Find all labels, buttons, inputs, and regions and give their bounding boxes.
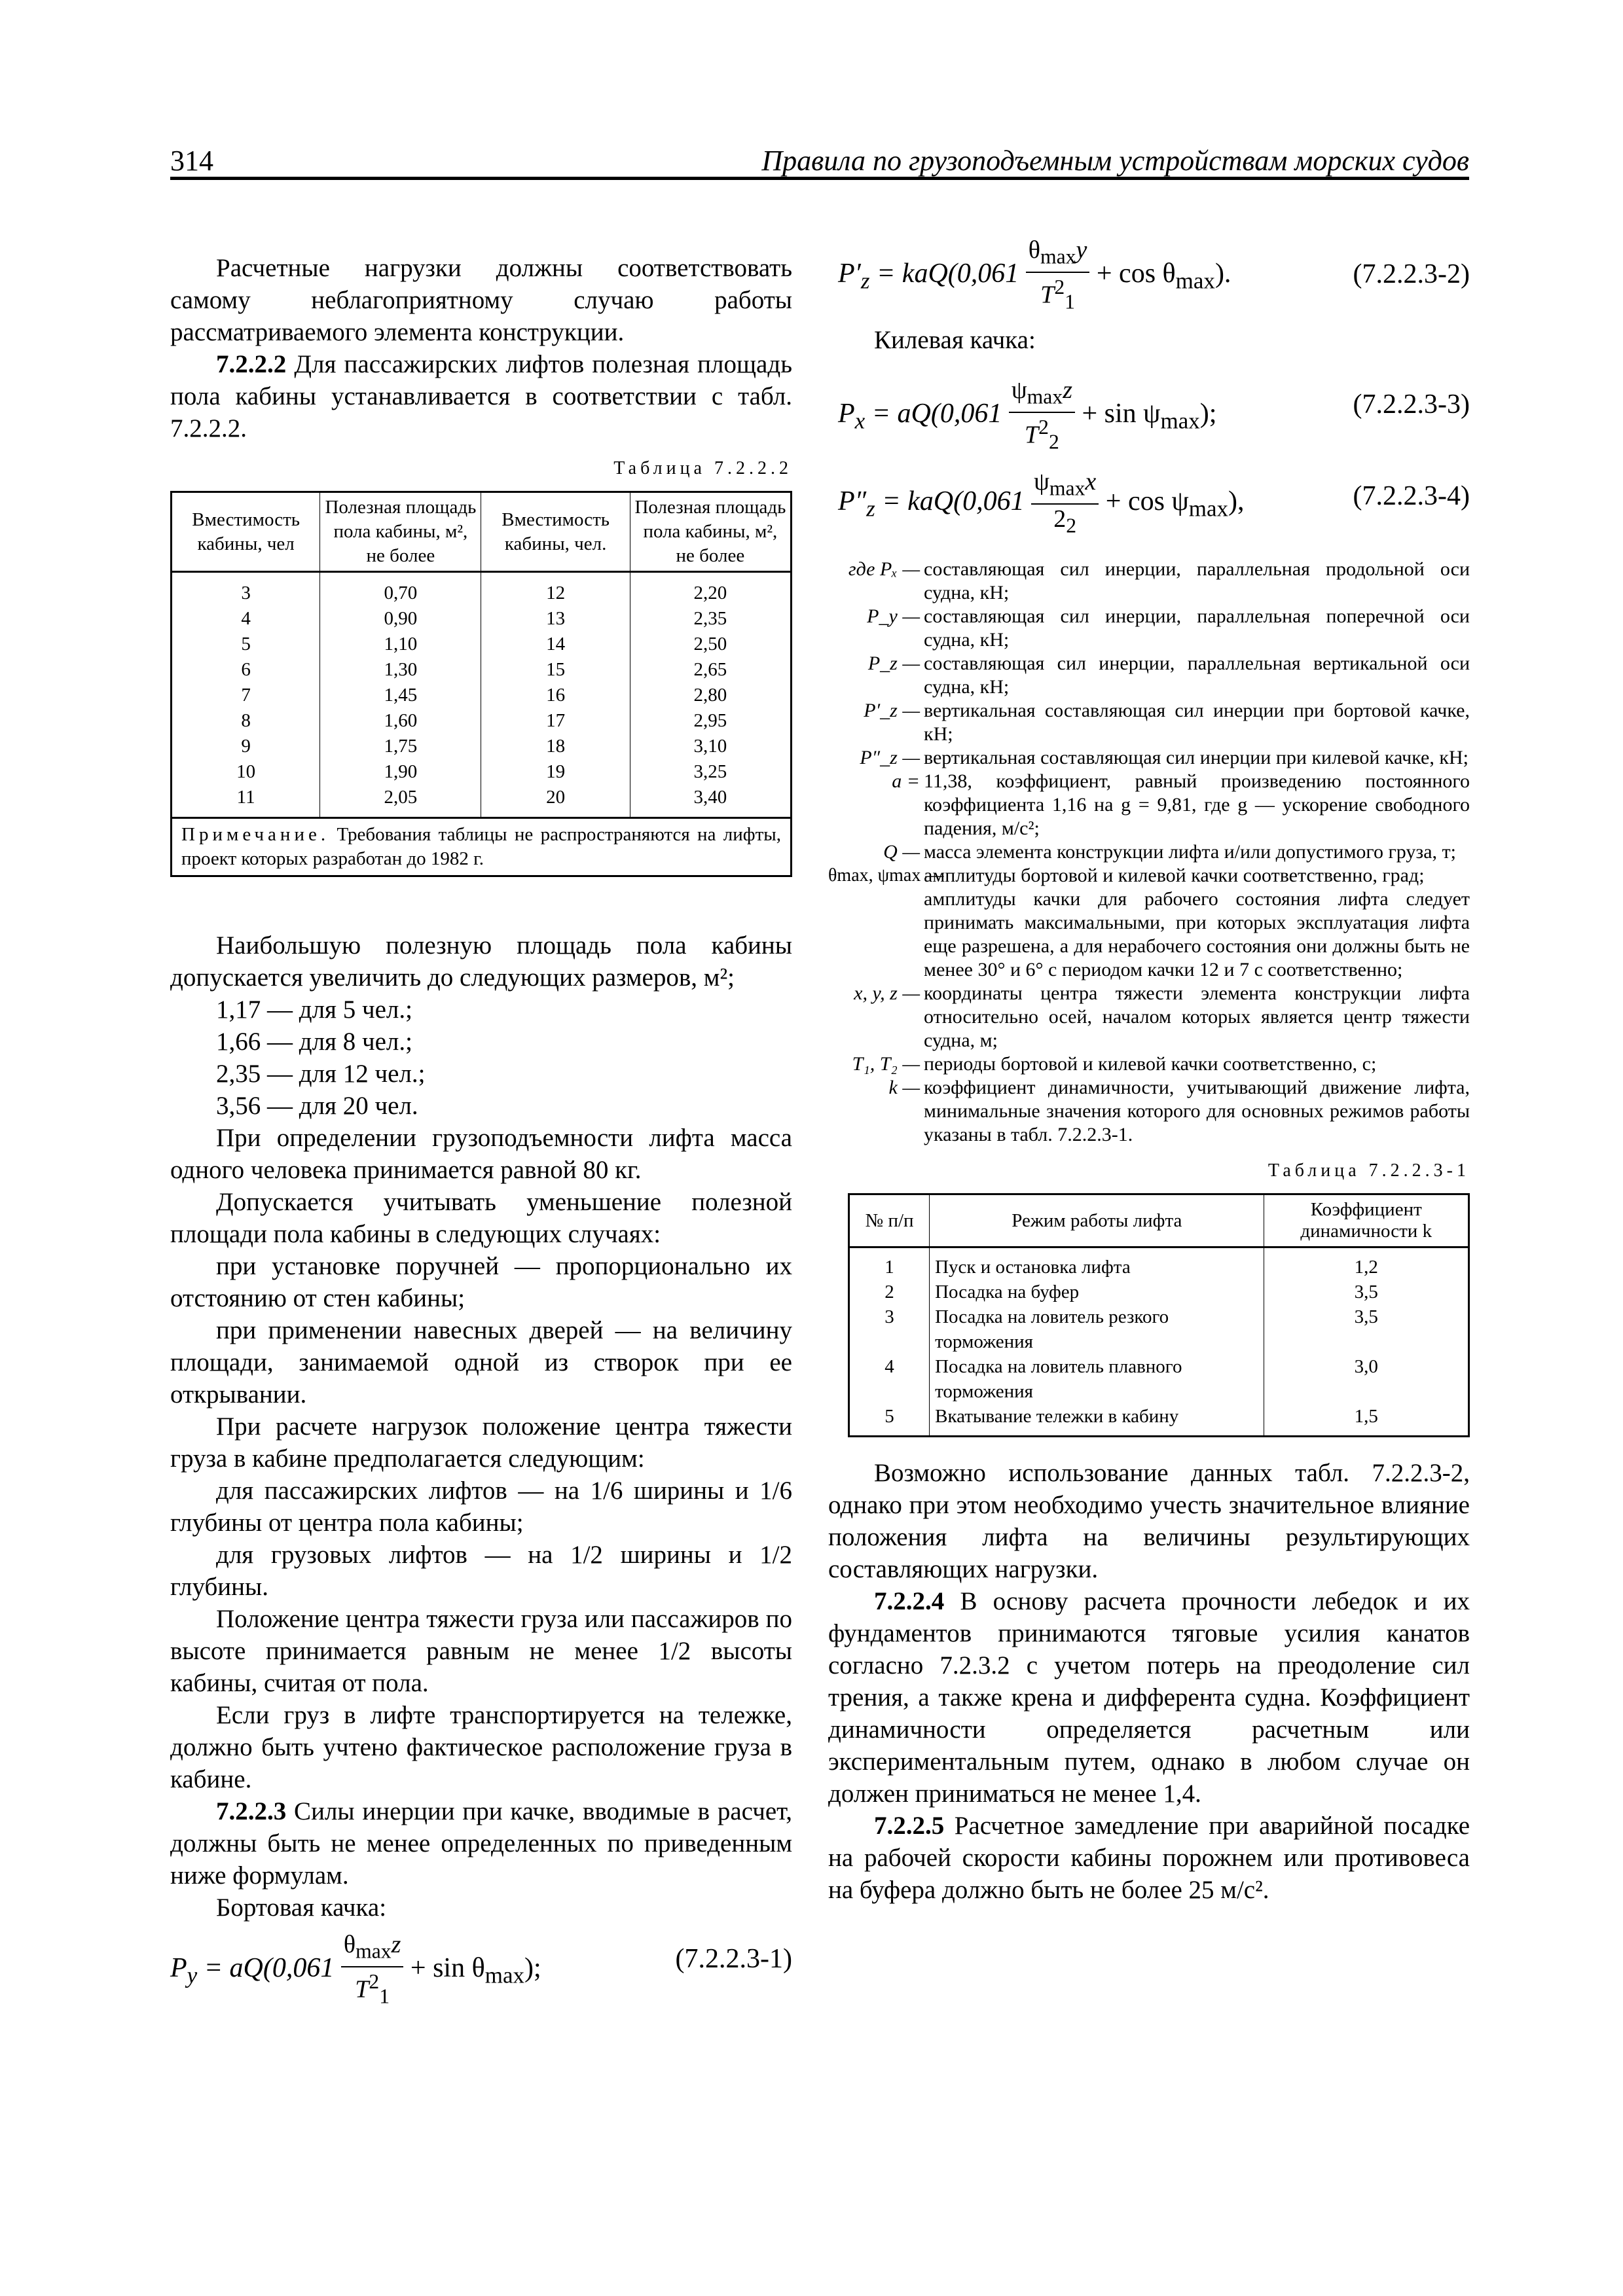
table-cell: 4	[849, 1354, 930, 1404]
den-sub: 2	[1066, 514, 1077, 537]
paragraph-text: Расчетное замедление при аварийной посадке на рабочей скорости кабины порожнем или противовеса на буфера должно быть не более 25 м/с².	[828, 1812, 1470, 1904]
table-row	[172, 606, 792, 632]
fraction-denominator	[1026, 273, 1090, 316]
table-cell: 3	[849, 1304, 930, 1354]
definition-item	[828, 1052, 1470, 1076]
definition-symbol: где Pₓ —	[848, 558, 920, 580]
formula-end: );	[524, 1953, 541, 1984]
table-row	[849, 1354, 1469, 1404]
table-cell: 1,90	[320, 759, 481, 785]
formula-7-2-2-3-1	[170, 1930, 792, 2009]
paragraph: при применении навесных дверей — на величину площади, занимаемой одной из створок при ее открывании.	[170, 1316, 792, 1408]
table-cell: 3,40	[630, 785, 791, 818]
table-cell: 1,30	[320, 657, 481, 683]
formula-pre: = kaQ(0,061	[869, 259, 1019, 289]
table-cell: 8	[172, 708, 320, 734]
formula-7-2-2-3-2	[838, 236, 1470, 331]
page-number: 314	[170, 145, 213, 177]
section-number: 7.2.2.3	[216, 1797, 287, 1825]
paragraph: Килевая качка:	[874, 326, 1036, 354]
paragraph-text: Силы инерции при качке, вводимые в расчет, должны быть не менее определенных по приведенным ниже формулам.	[170, 1797, 792, 1890]
paragraph: Допускается учитывать уменьшение полезной площади пола кабины в следующих случаях:	[170, 1188, 792, 1248]
table-cell: 2,20	[630, 572, 791, 607]
definition-item	[828, 864, 1470, 888]
table-row	[172, 632, 792, 657]
fraction-numerator	[1009, 376, 1075, 413]
num-var: x	[1085, 468, 1097, 495]
definition-item	[828, 770, 1470, 840]
definition-item	[828, 652, 1470, 699]
table-cell: 2,80	[630, 683, 791, 708]
table-cell: 2,50	[630, 632, 791, 657]
num-var: z	[391, 1931, 401, 1958]
formula-post: + cos θ	[1096, 259, 1176, 289]
paragraph: для грузовых лифтов — на 1/2 ширины и 1/2 глубины.	[170, 1541, 792, 1601]
table-row	[849, 1247, 1469, 1280]
table-cell: 3,5	[1264, 1304, 1469, 1354]
area-list	[170, 994, 792, 1122]
table-cell: 2,65	[630, 657, 791, 683]
fraction-numerator	[1026, 236, 1090, 273]
note-text: Требования таблицы не распространяются на лифты, проект которых разработан до 1982 г.	[181, 824, 781, 869]
table-row	[172, 734, 792, 759]
formula-end: ),	[1228, 486, 1245, 517]
paragraph: для пассажирских лифтов — на 1/6 ширины и 1/6 глубины от центра пола кабины;	[170, 1477, 792, 1537]
table-cell: 5	[172, 632, 320, 657]
column-header: Полезная площадь пола кабины, м², не более	[630, 492, 791, 572]
formula-post: + sin θ	[410, 1953, 485, 1984]
formula-pre: = kaQ(0,061	[875, 486, 1025, 517]
paragraph: Если груз в лифте транспортируется на тележке, должно быть учтено фактическое расположение груза в кабине.	[170, 1701, 792, 1793]
page-header	[170, 144, 1469, 180]
column-header: № п/п	[849, 1194, 930, 1247]
table-7-2-2-3-1	[848, 1193, 1470, 1437]
definition-symbol: P_z —	[867, 653, 920, 674]
formula-lhs: P′	[838, 259, 861, 289]
definition-symbol: a =	[892, 770, 920, 792]
table-cell: 4	[172, 606, 320, 632]
definition-item	[828, 1076, 1470, 1147]
table-cell: 2,05	[320, 785, 481, 818]
den-sup: 2	[1038, 415, 1049, 439]
den-sub: 1	[1065, 289, 1075, 313]
num-sub: max	[1049, 476, 1085, 500]
paragraph-7-2-2-4	[828, 1585, 1470, 1810]
fraction-denominator	[1009, 413, 1075, 456]
paragraph: При расчете нагрузок положение центра тяжести груза в кабине предполагается следующим:	[170, 1412, 792, 1473]
table-cell: 0,70	[320, 572, 481, 607]
num-sym: θ	[343, 1931, 356, 1958]
table-cell: 2	[849, 1280, 930, 1304]
list-item: 1,17 — для 5 чел.;	[216, 996, 412, 1024]
formula-body	[170, 1930, 541, 2011]
den-sym: T	[355, 1975, 369, 2003]
definition-text: амплитуды качки для рабочего состояния лифта следует принимать максимальными, при которых эксплуатация лифта еще разрешена, а для нерабочего состояния они должны быть не менее 30° и 6° с периодом качки 12 и 7 с соответственно;	[924, 888, 1470, 980]
paragraph-text: В основу расчета прочности лебедок и их фундаментов принимаются тяговые усилия канатов согласно 7.2.3.2 с учетом потерь на преодоление сил трения, а также крена и дифферента судна. Коэффициент динамичности определяется расчетным или экспериментальным путем, однако в любом случае он должен приниматься не менее 1,4.	[828, 1587, 1470, 1808]
formula-post-sub: max	[1160, 408, 1200, 434]
definition-symbol: θmax, ψmax —	[828, 865, 944, 886]
definition-text: составляющая сил инерции, параллельная поперечной оси судна, кН;	[924, 605, 1470, 651]
table-cell: 1,45	[320, 683, 481, 708]
definition-symbol: P′_z —	[864, 700, 920, 721]
left-column	[170, 252, 792, 2009]
table-cell: 11	[172, 785, 320, 818]
table-cell: 5	[849, 1404, 930, 1437]
table-row	[849, 1280, 1469, 1304]
table-cell: 2,35	[630, 606, 791, 632]
list-item: 3,56 — для 20 чел.	[216, 1092, 418, 1120]
table-cell: 7	[172, 683, 320, 708]
den-sub: 2	[1049, 429, 1059, 453]
table-cell: 1,75	[320, 734, 481, 759]
formula-number: (7.2.2.3-4)	[1353, 481, 1470, 511]
table-cell: 18	[481, 734, 630, 759]
num-sym: ψ	[1011, 376, 1027, 404]
paragraph: Положение центра тяжести груза или пассажиров по высоте принимается равным не менее 1/2 высоты кабины, считая от пола.	[170, 1605, 792, 1697]
definition-item	[828, 840, 1470, 864]
definition-symbol: T₁, T₂ —	[852, 1053, 920, 1075]
formula-lhs-sub: z	[860, 268, 870, 294]
section-number: 7.2.2.5	[874, 1812, 945, 1840]
definition-text: составляющая сил инерции, параллельная вертикальной оси судна, кН;	[924, 653, 1470, 698]
formula-post-sub: max	[1175, 268, 1215, 294]
den-sym: T	[1025, 421, 1039, 449]
table-cell: Посадка на ловитель резкого торможения	[930, 1304, 1264, 1354]
formula-lhs-sub: z	[866, 495, 875, 522]
formula-lhs: P	[170, 1953, 187, 1984]
table-cell: 3,25	[630, 759, 791, 785]
num-sub: max	[1027, 385, 1063, 408]
table-row	[172, 785, 792, 818]
table-cell: 1,2	[1264, 1247, 1469, 1280]
table-cell: 0,90	[320, 606, 481, 632]
num-sym: ψ	[1034, 468, 1049, 495]
list-item: 1,66 — для 8 чел.;	[216, 1028, 412, 1056]
definition-text: масса элемента конструкции лифта и/или допустимого груза, т;	[924, 841, 1457, 863]
definition-symbol: x, y, z —	[854, 982, 920, 1004]
definition-item	[828, 888, 1470, 982]
definition-text: периоды бортовой и килевой качки соответственно, с;	[924, 1053, 1377, 1075]
paragraph: Бортовая качка:	[216, 1893, 387, 1922]
table-cell: 1,60	[320, 708, 481, 734]
fraction-numerator	[1031, 467, 1099, 505]
definition-item	[828, 746, 1470, 770]
paragraph: Наибольшую полезную площадь пола кабины допускается увеличить до следующих размеров, м²;	[170, 931, 792, 992]
formula-7-2-2-3-4	[838, 467, 1470, 546]
paragraph: при установке поручней — пропорционально их отстоянию от стен кабины;	[170, 1252, 792, 1312]
note-label: Примечание.	[181, 824, 330, 845]
table-row	[172, 683, 792, 708]
formula-lhs-sub: x	[854, 408, 866, 434]
formula-end: );	[1199, 399, 1217, 429]
formula-fraction	[1031, 467, 1099, 540]
table-row	[849, 1404, 1469, 1437]
table-note	[172, 818, 792, 876]
table-row	[172, 708, 792, 734]
den-sym: 2	[1053, 505, 1067, 533]
definition-text: составляющая сил инерции, параллельная продольной оси судна, кН;	[924, 558, 1470, 603]
definition-text: 11,38, коэффициент, равный произведению постоянного коэффициента 1,16 на g = 9,81, где g — ускорение свободного падения, м/с²;	[924, 770, 1470, 839]
column-header: Коэффициент динамичности k	[1264, 1194, 1469, 1247]
column-header: Режим работы лифта	[930, 1194, 1264, 1247]
den-sup: 2	[1054, 275, 1065, 298]
definition-symbol: P″_z —	[860, 747, 920, 768]
formula-number: (7.2.2.3-1)	[675, 1944, 792, 1974]
table-cell: 12	[481, 572, 630, 607]
table-row	[172, 657, 792, 683]
table-cell: 14	[481, 632, 630, 657]
definition-text: вертикальная составляющая сил инерции при бортовой качке, кН;	[924, 700, 1470, 745]
section-number: 7.2.2.4	[874, 1587, 945, 1615]
column-header: Вместимость кабины, чел	[172, 492, 320, 572]
paragraph: При определении грузоподъемности лифта масса одного человека принимается равной 80 кг.	[170, 1124, 792, 1184]
fraction-denominator	[341, 1967, 404, 2011]
definition-text: вертикальная составляющая сил инерции при килевой качке, кН;	[924, 747, 1468, 768]
definition-item	[828, 699, 1470, 746]
paragraph-7-2-2-2	[170, 348, 792, 444]
table-cell: 3,5	[1264, 1280, 1469, 1304]
table-caption: Таблица 7.2.2.2	[613, 458, 792, 478]
table-cell: 3,0	[1264, 1354, 1469, 1404]
table-cell: 1	[849, 1247, 930, 1280]
formula-number: (7.2.2.3-2)	[1353, 259, 1470, 289]
table-cell: Посадка на буфер	[930, 1280, 1264, 1304]
section-number: 7.2.2.2	[216, 350, 287, 378]
table-cell: 3	[172, 572, 320, 607]
den-sup: 2	[369, 1969, 380, 1993]
column-header: Полезная площадь пола кабины, м², не более	[320, 492, 481, 572]
table-row	[172, 759, 792, 785]
formula-fraction	[1009, 376, 1075, 456]
num-sym: θ	[1028, 236, 1040, 264]
running-title: Правила по грузоподъемным устройствам морских судов	[761, 145, 1469, 177]
formula-end: ).	[1214, 259, 1231, 289]
table-cell: 6	[172, 657, 320, 683]
den-sym: T	[1040, 281, 1055, 309]
table-cell: 16	[481, 683, 630, 708]
formula-fraction	[1026, 236, 1090, 316]
formula-lhs-sub: y	[187, 1962, 198, 1988]
num-var: z	[1063, 376, 1072, 404]
table-7-2-2-2	[170, 491, 792, 877]
definition-symbol: Q —	[883, 841, 920, 863]
table-row	[172, 572, 792, 607]
table-cell: 9	[172, 734, 320, 759]
formula-lhs: P″	[838, 486, 867, 517]
formula-post-sub: max	[484, 1962, 524, 1988]
formula-pre: = aQ(0,061	[197, 1953, 335, 1984]
formula-pre: = aQ(0,061	[865, 399, 1002, 429]
column-header: Вместимость кабины, чел.	[481, 492, 630, 572]
definition-item	[828, 558, 1470, 605]
fraction-numerator	[341, 1930, 404, 1967]
table-cell: 17	[481, 708, 630, 734]
definition-text: амплитуды бортовой и килевой качки соответственно, град;	[924, 865, 1425, 886]
formula-body	[838, 376, 1216, 456]
num-var: y	[1076, 236, 1087, 264]
definition-symbol: k —	[888, 1077, 920, 1098]
definition-text: коэффициент динамичности, учитывающий движение лифта, минимальные значения которого для основных режимов работы указаны в табл. 7.2.2.3-1.	[924, 1077, 1470, 1145]
table-cell: 10	[172, 759, 320, 785]
definition-item	[828, 982, 1470, 1052]
paragraph: Возможно использование данных табл. 7.2.2.3-2, однако при этом необходимо учесть значительное влияние положения лифта на величины результирующих составляющих нагрузки.	[828, 1459, 1470, 1583]
formula-body	[838, 236, 1231, 316]
paragraph-text: Для пассажирских лифтов полезная площадь пола кабины устанавливается в соответствии с табл. 7.2.2.2.	[170, 350, 792, 442]
num-sub: max	[1040, 245, 1076, 268]
table-row	[849, 1304, 1469, 1354]
table-cell: Посадка на ловитель плавного торможения	[930, 1354, 1264, 1404]
table-cell: 2,95	[630, 708, 791, 734]
paragraph-7-2-2-3	[170, 1795, 792, 1892]
definition-symbol	[828, 888, 924, 982]
table-cell: 1,10	[320, 632, 481, 657]
table-cell: 1,5	[1264, 1404, 1469, 1437]
table-cell: 3,10	[630, 734, 791, 759]
formula-lhs: P	[838, 399, 855, 429]
list-item: 2,35 — для 12 чел.;	[216, 1060, 426, 1088]
table-cell: 13	[481, 606, 630, 632]
table-cell: Вкатывание тележки в кабину	[930, 1404, 1264, 1437]
num-sub: max	[356, 1939, 392, 1963]
definition-symbol: P_y —	[867, 605, 920, 627]
den-sub: 1	[379, 1984, 390, 2007]
paragraph: Расчетные нагрузки должны соответствовать самому неблагоприятному случаю работы рассматриваемого элемента конструкции.	[170, 254, 792, 346]
table-cell: Пуск и остановка лифта	[930, 1247, 1264, 1280]
paragraph-7-2-2-5	[828, 1810, 1470, 1906]
formula-body	[838, 467, 1245, 540]
definition-item	[828, 605, 1470, 652]
table-caption: Таблица 7.2.2.3-1	[1267, 1160, 1470, 1181]
fraction-denominator	[1031, 505, 1099, 541]
formula-fraction	[341, 1930, 404, 2011]
table-cell: 20	[481, 785, 630, 818]
table-cell: 19	[481, 759, 630, 785]
formula-post-sub: max	[1188, 495, 1229, 522]
formula-number: (7.2.2.3-3)	[1353, 389, 1470, 420]
symbol-definitions	[828, 558, 1470, 1147]
formula-post: + sin ψ	[1082, 399, 1161, 429]
formula-7-2-2-3-3	[838, 376, 1470, 454]
formula-post: + cos ψ	[1105, 486, 1189, 517]
definition-text: координаты центра тяжести элемента конструкции лифта относительно осей, началом которых является центр тяжести судна, м;	[924, 982, 1470, 1051]
right-column	[828, 236, 1470, 1906]
table-cell: 15	[481, 657, 630, 683]
